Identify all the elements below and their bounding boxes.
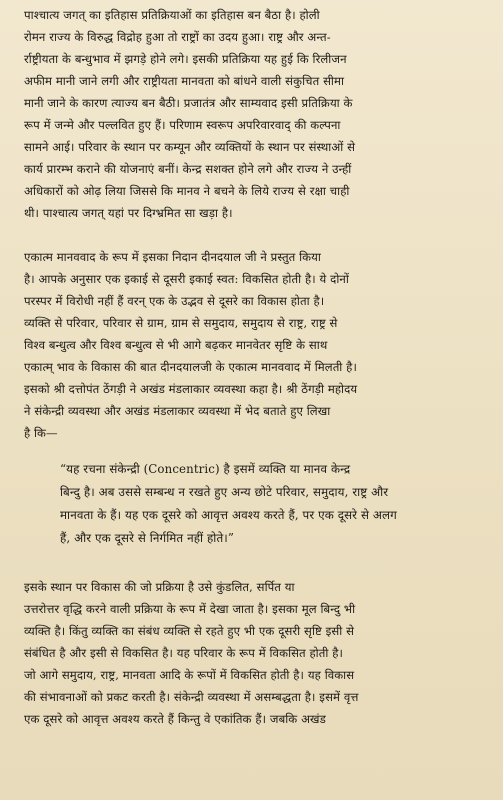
text-line: सामने आई। परिवार के स्थान पर कम्यून और व्यक्तियों के स्थान पर संस्थाओं से bbox=[24, 140, 356, 154]
paragraph-western-reactions bbox=[24, 0, 491, 224]
text-line: र्राष्ट्रीयता के बन्धुभाव में झगड़े होने लगे। इसकी प्रतिक्रिया यह हुई कि रिलीजन bbox=[24, 52, 347, 66]
quote-line: “यह रचना संकेन्द्री (Concentric) है इसमें व्यक्ति या मानव केन्द्र bbox=[60, 462, 351, 476]
text-line: संबंधित है और इसी से विकसित है। यह परिवार के रूप में विकसित होती है। bbox=[24, 646, 344, 660]
quote-line: हैं, और एक दूसरे से निर्गमित नहीं होते।” bbox=[60, 531, 234, 545]
text-line: इसके स्थान पर विकास की जो प्रक्रिया है उसे कुंडलित, सर्पित या bbox=[24, 580, 295, 594]
text-line: मानी जाने के कारण त्याज्य बन बैठी। प्रजातंत्र और साम्यवाद इसी प्रतिक्रिया के bbox=[24, 96, 353, 110]
block-quote bbox=[24, 458, 491, 550]
text-line: अधिकारों को ओढ़ लिया जिससे कि मानव ने बचने के लिये राज्य से रक्षा चाही bbox=[24, 184, 350, 198]
text-line: थी। पाश्चात्य जगत् यहां पर दिग्भ्रमित सा खड़ा है। bbox=[24, 206, 233, 220]
text-line: एक दूसरे को आवृत्त अवश्य करते हैं किन्तु वे एकांतिक हैं। जबकि अखंड bbox=[24, 712, 326, 726]
text-line: है। आपके अनुसार एक इकाई से दूसरी इकाई स्वत: विकसित होती है। ये दोनों bbox=[24, 272, 349, 286]
text-line: की संभावनाओं को प्रकट करती है। संकेन्द्री व्यवस्था में असम्बद्धता है। इसमें वृत्त bbox=[24, 690, 359, 704]
text-line: रोमन राज्य के विरुद्ध विद्रोह हुआ तो राष्ट्रों का उदय हुआ। राष्ट्र और अन्त- bbox=[24, 30, 331, 44]
text-line: एकात्म मानववाद के रूप में इसका निदान दीनदयाल जी ने प्रस्तुत किया bbox=[24, 250, 322, 264]
paragraph-integral-humanism bbox=[24, 246, 491, 444]
text-line: उत्तरोत्तर वृद्धि करने वाली प्रक्रिया के रूप में देखा जाता है। इसका मूल बिन्दु भी bbox=[24, 602, 356, 616]
text-line: व्यक्ति से परिवार, परिवार से ग्राम, ग्राम से समुदाय, समुदाय से राष्ट्र, राष्ट्र से bbox=[24, 316, 338, 330]
text-line: ने संकेन्द्री व्यवस्था और अखंड मंडलाकार व्यवस्था में भेद बताते हुए लिखा bbox=[24, 404, 331, 418]
paragraph-spiral-development bbox=[24, 576, 491, 730]
quote-line: मानवता के हैं। यह एक दूसरे को आवृत्त अवश्य करते हैं, पर एक दूसरे से अलग bbox=[60, 508, 397, 522]
text-line: पाश्चात्य जगत् का इतिहास प्रतिक्रियाओं का इतिहास बन बैठा है। होली bbox=[24, 8, 320, 22]
text-line: जो आगे समुदाय, राष्ट्र, मानवता आदि के रूपों में विकसित होती है। यह विकास bbox=[24, 668, 355, 682]
text-line: परस्पर में विरोधी नहीं हैं वरन् एक के उद्भव से दूसरे का विकास होता है। bbox=[24, 294, 325, 308]
text-line: विश्व बन्धुत्व और विश्व बन्धुत्व से भी आगे बढ़कर मानवेतर सृष्टि के साथ bbox=[24, 338, 328, 352]
text-line: एकात्म् भाव के विकास की बात दीनदयालजी के एकात्म मानववाद में मिलती है। bbox=[24, 360, 357, 374]
text-line: है कि— bbox=[24, 426, 58, 440]
text-line: व्यक्ति है। किंतु व्यक्ति का संबंध व्यक्ति से रहते हुए भी एक दूसरी सृष्टि इसी से bbox=[24, 624, 355, 638]
text-line: इसको श्री दत्तोपंत ठेंगड़ी ने अखंड मंडलाकार व्यवस्था कहा है। श्री ठेंगड़ी महोदय bbox=[24, 382, 358, 396]
quote-line: बिन्दु है। अब उससे सम्बन्ध न रखते हुए अन्य छोटे परिवार, समुदाय, राष्ट्र और bbox=[60, 485, 389, 499]
text-line: अफीम मानी जाने लगी और राष्ट्रीयता मानवता को बांधने वाली संकुचित सीमा bbox=[24, 74, 345, 88]
text-line: रूप में जन्मे और पल्लवित हुए हैं। परिणाम स्वरूप अपरिवारवाद् की कल्पना bbox=[24, 118, 341, 132]
text-line: कार्य प्रारम्भ कराने की योजनाएं बनीं। केन्द्र सशक्त होने लगे और राज्य ने उन्हीं bbox=[24, 162, 352, 176]
